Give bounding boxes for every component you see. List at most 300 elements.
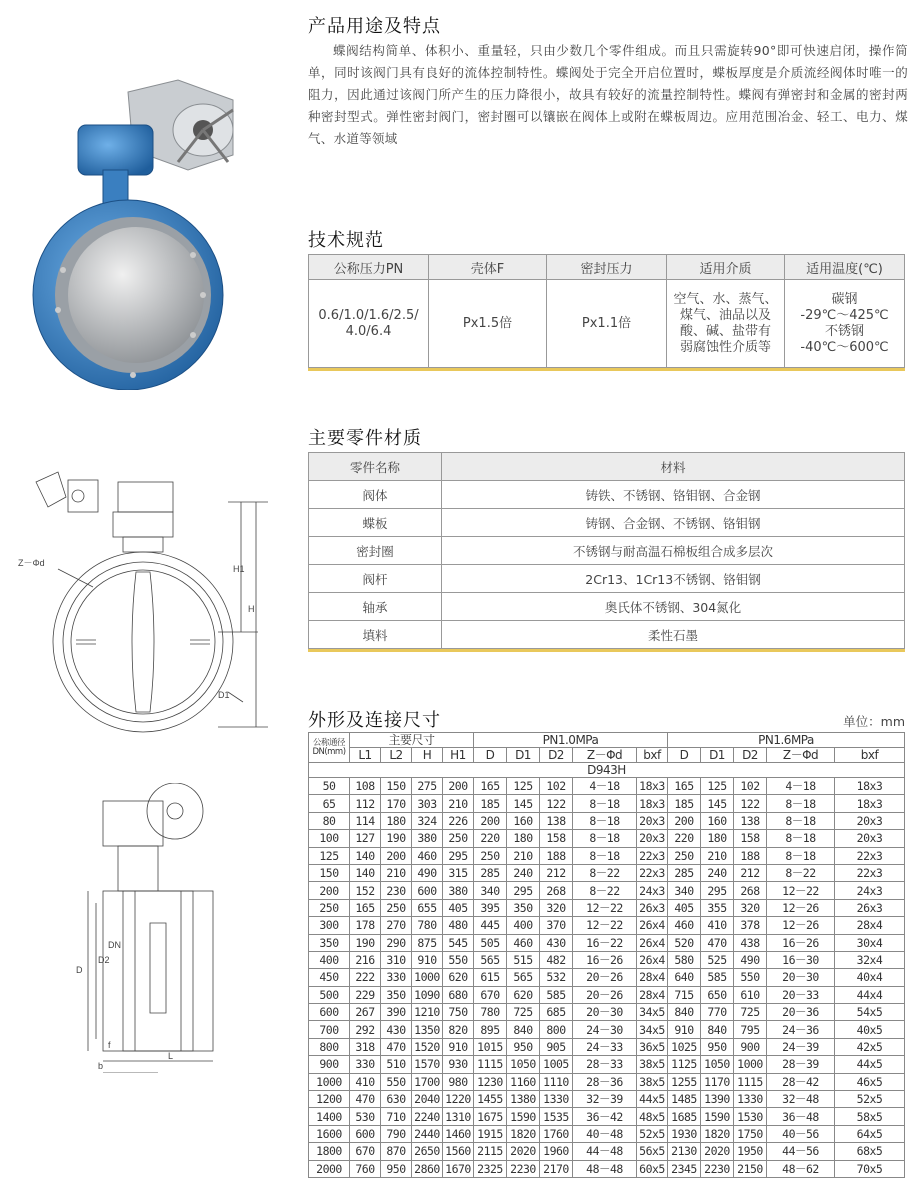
table-cell: 600 bbox=[350, 1125, 381, 1142]
table-cell: 292 bbox=[350, 1021, 381, 1038]
table-cell: 2150 bbox=[734, 1160, 767, 1177]
table-cell: 267 bbox=[350, 1004, 381, 1021]
table-cell: 102 bbox=[734, 778, 767, 795]
table-cell: 610 bbox=[734, 986, 767, 1003]
table-cell: 1000 bbox=[412, 969, 443, 986]
table-cell: 210 bbox=[507, 847, 540, 864]
table-cell: 20－30 bbox=[573, 1004, 637, 1021]
table-cell: 112 bbox=[350, 795, 381, 812]
table-cell: 12－22 bbox=[573, 899, 637, 916]
table-cell: 470 bbox=[701, 934, 734, 951]
table-cell: 16－26 bbox=[573, 951, 637, 968]
table-cell: 1115 bbox=[474, 1056, 507, 1073]
table-cell: 1915 bbox=[474, 1125, 507, 1142]
table-row: 阀杆 2Cr13、1Cr13不锈钢、铬钼钢 bbox=[309, 565, 905, 593]
table-cell: 1000 bbox=[734, 1056, 767, 1073]
table-row bbox=[309, 1073, 905, 1090]
table-cell: 250 bbox=[668, 847, 701, 864]
table-row: 阀体 铸铁、不锈钢、铬钼钢、合金钢 bbox=[309, 481, 905, 509]
table-cell: 114 bbox=[350, 812, 381, 829]
table-cell: 42x5 bbox=[835, 1038, 905, 1055]
table-cell: 44x4 bbox=[835, 986, 905, 1003]
table-row bbox=[309, 1004, 905, 1021]
table-row bbox=[309, 1143, 905, 1160]
table-cell: 20－36 bbox=[767, 1004, 835, 1021]
table-cell: 1210 bbox=[412, 1004, 443, 1021]
table-cell: 220 bbox=[668, 830, 701, 847]
table-cell: 20－30 bbox=[767, 969, 835, 986]
table-cell: 2130 bbox=[668, 1143, 701, 1160]
table-cell: 48x5 bbox=[637, 1108, 668, 1125]
table-cell: 2020 bbox=[701, 1143, 734, 1160]
table-cell: 12－26 bbox=[767, 899, 835, 916]
table-cell: 150 bbox=[381, 778, 412, 795]
table-cell: 20x3 bbox=[835, 812, 905, 829]
table-cell: 680 bbox=[443, 986, 474, 1003]
f-label: f bbox=[108, 1040, 111, 1050]
table-cell: 530 bbox=[350, 1108, 381, 1125]
spec-header: 适用温度(℃) bbox=[785, 255, 905, 280]
table-cell: 1050 bbox=[701, 1056, 734, 1073]
table-cell: 340 bbox=[474, 882, 507, 899]
table-cell: 180 bbox=[381, 812, 412, 829]
table-cell: 44－48 bbox=[573, 1143, 637, 1160]
table-cell: 1800 bbox=[309, 1143, 350, 1160]
table-cell: 750 bbox=[443, 1004, 474, 1021]
table-cell: 20－33 bbox=[767, 986, 835, 1003]
table-row bbox=[309, 1038, 905, 1055]
materials-accent-bar bbox=[308, 649, 905, 652]
table-cell: 268 bbox=[734, 882, 767, 899]
table-row bbox=[309, 934, 905, 951]
table-cell: 285 bbox=[474, 864, 507, 881]
table-cell: 380 bbox=[412, 830, 443, 847]
h-label: H bbox=[248, 604, 255, 614]
table-cell: 505 bbox=[474, 934, 507, 951]
column-header: H bbox=[412, 748, 443, 763]
table-cell: 26x3 bbox=[835, 899, 905, 916]
table-cell: 160 bbox=[507, 812, 540, 829]
table-cell: 1820 bbox=[701, 1125, 734, 1142]
table-cell: 16－30 bbox=[767, 951, 835, 968]
table-cell: 480 bbox=[443, 917, 474, 934]
table-cell: 8－22 bbox=[573, 882, 637, 899]
table-cell: 188 bbox=[734, 847, 767, 864]
table-cell: 200 bbox=[309, 882, 350, 899]
table-cell: 405 bbox=[668, 899, 701, 916]
table-cell: 445 bbox=[474, 917, 507, 934]
table-cell: 715 bbox=[668, 986, 701, 1003]
table-cell: 725 bbox=[734, 1004, 767, 1021]
table-cell: 1535 bbox=[540, 1108, 573, 1125]
table-cell: 185 bbox=[474, 795, 507, 812]
table-cell: 4－18 bbox=[573, 778, 637, 795]
table-cell: 12－22 bbox=[573, 917, 637, 934]
table-row bbox=[309, 1160, 905, 1177]
table-cell: 320 bbox=[540, 899, 573, 916]
table-cell: 270 bbox=[381, 917, 412, 934]
table-cell: 510 bbox=[381, 1056, 412, 1073]
table-row: 蝶板 铸钢、合金钢、不锈钢、铬钼钢 bbox=[309, 509, 905, 537]
table-cell: 22x3 bbox=[637, 847, 668, 864]
table-cell: 165 bbox=[350, 899, 381, 916]
table-cell: 26x3 bbox=[637, 899, 668, 916]
table-cell: 460 bbox=[412, 847, 443, 864]
table-cell: 950 bbox=[507, 1038, 540, 1055]
column-header: H1 bbox=[443, 748, 474, 763]
b-label: b bbox=[98, 1061, 104, 1071]
column-header: D2 bbox=[734, 748, 767, 763]
table-cell: 1005 bbox=[540, 1056, 573, 1073]
table-cell: 2040 bbox=[412, 1091, 443, 1108]
column-header: D2 bbox=[540, 748, 573, 763]
table-cell: 615 bbox=[474, 969, 507, 986]
table-cell: 48－48 bbox=[573, 1160, 637, 1177]
pn10-header: PN1.0MPa bbox=[474, 733, 668, 748]
l-label: L bbox=[168, 1051, 174, 1061]
table-cell: 8－18 bbox=[573, 847, 637, 864]
table-cell: 1050 bbox=[507, 1056, 540, 1073]
table-cell: 700 bbox=[309, 1021, 350, 1038]
table-cell: 470 bbox=[350, 1091, 381, 1108]
spec-temp: 碳钢 -29℃～425℃ 不锈钢 -40℃～600℃ bbox=[785, 280, 905, 368]
table-row bbox=[309, 795, 905, 812]
table-row bbox=[309, 1091, 905, 1108]
table-cell: 640 bbox=[668, 969, 701, 986]
table-cell: 1700 bbox=[412, 1073, 443, 1090]
table-cell: 52x5 bbox=[835, 1091, 905, 1108]
table-cell: 840 bbox=[701, 1021, 734, 1038]
table-cell: 870 bbox=[381, 1143, 412, 1160]
table-cell: 378 bbox=[734, 917, 767, 934]
table-cell: 310 bbox=[381, 951, 412, 968]
table-cell: 1485 bbox=[668, 1091, 701, 1108]
side-view-drawing bbox=[68, 783, 248, 1073]
table-cell: 138 bbox=[540, 812, 573, 829]
table-cell: 210 bbox=[701, 847, 734, 864]
table-cell: 710 bbox=[381, 1108, 412, 1125]
table-cell: 532 bbox=[540, 969, 573, 986]
dimensions-table bbox=[308, 732, 905, 1178]
table-cell: 40－48 bbox=[573, 1125, 637, 1142]
table-cell: 50 bbox=[309, 778, 350, 795]
table-row: 轴承 奥氏体不锈钢、304氮化 bbox=[309, 593, 905, 621]
table-cell: 226 bbox=[443, 812, 474, 829]
table-cell: 36－48 bbox=[767, 1108, 835, 1125]
table-cell: 400 bbox=[309, 951, 350, 968]
table-cell: 370 bbox=[540, 917, 573, 934]
table-cell: 650 bbox=[701, 986, 734, 1003]
table-cell: 2020 bbox=[507, 1143, 540, 1160]
table-cell: 268 bbox=[540, 882, 573, 899]
table-cell: 180 bbox=[507, 830, 540, 847]
table-cell: 895 bbox=[474, 1021, 507, 1038]
table-cell: 430 bbox=[381, 1021, 412, 1038]
spec-header: 密封压力 bbox=[547, 255, 667, 280]
table-cell: 550 bbox=[381, 1073, 412, 1090]
table-cell: 910 bbox=[412, 951, 443, 968]
table-cell: 188 bbox=[540, 847, 573, 864]
table-cell: 400 bbox=[507, 917, 540, 934]
table-cell: 32x4 bbox=[835, 951, 905, 968]
main-dims-header: 主要尺寸 bbox=[350, 733, 474, 748]
table-cell: 980 bbox=[443, 1073, 474, 1090]
table-cell: 438 bbox=[734, 934, 767, 951]
table-cell: 64x5 bbox=[835, 1125, 905, 1142]
table-cell: 410 bbox=[350, 1073, 381, 1090]
spec-medium: 空气、水、蒸气、 煤气、油品以及 酸、碱、盐带有 弱腐蚀性介质等 bbox=[667, 280, 785, 368]
table-cell: 8－18 bbox=[573, 812, 637, 829]
table-cell: 795 bbox=[734, 1021, 767, 1038]
table-cell: 8－18 bbox=[573, 830, 637, 847]
table-cell: 395 bbox=[474, 899, 507, 916]
column-header: D1 bbox=[701, 748, 734, 763]
table-cell: 950 bbox=[701, 1038, 734, 1055]
table-cell: 36－42 bbox=[573, 1108, 637, 1125]
table-cell: 630 bbox=[381, 1091, 412, 1108]
table-cell: 160 bbox=[701, 812, 734, 829]
table-cell: 200 bbox=[474, 812, 507, 829]
table-cell: 350 bbox=[507, 899, 540, 916]
spec-pressure: 0.6/1.0/1.6/2.5/ 4.0/6.4 bbox=[309, 280, 429, 368]
table-cell: 840 bbox=[668, 1004, 701, 1021]
table-cell: 250 bbox=[381, 899, 412, 916]
table-cell: 222 bbox=[350, 969, 381, 986]
materials-title: 主要零件材质 bbox=[308, 428, 422, 449]
table-cell: 2115 bbox=[474, 1143, 507, 1160]
table-cell: 145 bbox=[701, 795, 734, 812]
table-cell: 685 bbox=[540, 1004, 573, 1021]
table-cell: 190 bbox=[350, 934, 381, 951]
table-cell: 1170 bbox=[701, 1073, 734, 1090]
table-cell: 28－36 bbox=[573, 1073, 637, 1090]
table-cell: 26x4 bbox=[637, 917, 668, 934]
table-cell: 490 bbox=[412, 864, 443, 881]
table-cell: 18x3 bbox=[637, 778, 668, 795]
table-cell: 8－18 bbox=[767, 847, 835, 864]
spec-header: 适用介质 bbox=[667, 255, 785, 280]
table-cell: 1400 bbox=[309, 1108, 350, 1125]
table-row bbox=[309, 1021, 905, 1038]
table-cell: 565 bbox=[474, 951, 507, 968]
table-cell: 350 bbox=[381, 986, 412, 1003]
table-cell: 2860 bbox=[412, 1160, 443, 1177]
model-row: D943H bbox=[309, 763, 905, 778]
table-cell: 1670 bbox=[443, 1160, 474, 1177]
table-cell: 910 bbox=[443, 1038, 474, 1055]
table-cell: 240 bbox=[701, 864, 734, 881]
table-row bbox=[309, 864, 905, 881]
table-cell: 1560 bbox=[443, 1143, 474, 1160]
table-cell: 1685 bbox=[668, 1108, 701, 1125]
table-cell: 900 bbox=[309, 1056, 350, 1073]
table-cell: 875 bbox=[412, 934, 443, 951]
table-cell: 102 bbox=[540, 778, 573, 795]
table-cell: 212 bbox=[734, 864, 767, 881]
table-row bbox=[309, 986, 905, 1003]
table-cell: 200 bbox=[443, 778, 474, 795]
table-row bbox=[309, 917, 905, 934]
table-cell: 44x5 bbox=[835, 1056, 905, 1073]
table-cell: 38x5 bbox=[637, 1056, 668, 1073]
table-cell: 28－42 bbox=[767, 1073, 835, 1090]
table-cell: 36x5 bbox=[637, 1038, 668, 1055]
table-cell: 4－18 bbox=[767, 778, 835, 795]
table-cell: 12－22 bbox=[767, 882, 835, 899]
spec-shell: Px1.5倍 bbox=[429, 280, 547, 368]
spec-title: 技术规范 bbox=[308, 230, 384, 251]
d2-label: D2 bbox=[98, 955, 110, 965]
table-cell: 2230 bbox=[507, 1160, 540, 1177]
table-cell: 20x3 bbox=[637, 812, 668, 829]
table-cell: 1310 bbox=[443, 1108, 474, 1125]
table-cell: 30x4 bbox=[835, 934, 905, 951]
table-cell: 780 bbox=[474, 1004, 507, 1021]
spec-header: 壳体F bbox=[429, 255, 547, 280]
table-cell: 930 bbox=[443, 1056, 474, 1073]
table-cell: 355 bbox=[701, 899, 734, 916]
table-cell: 670 bbox=[474, 986, 507, 1003]
table-cell: 24x3 bbox=[637, 882, 668, 899]
table-cell: 24－39 bbox=[767, 1038, 835, 1055]
table-cell: 320 bbox=[734, 899, 767, 916]
table-cell: 1950 bbox=[734, 1143, 767, 1160]
table-cell: 390 bbox=[381, 1004, 412, 1021]
column-header: Z－Φd bbox=[573, 748, 637, 763]
dn-label: DN bbox=[108, 940, 121, 950]
table-cell: 65 bbox=[309, 795, 350, 812]
table-cell: 460 bbox=[668, 917, 701, 934]
table-row bbox=[309, 1108, 905, 1125]
table-row bbox=[309, 778, 905, 795]
table-cell: 2230 bbox=[701, 1160, 734, 1177]
column-header: Z－Φd bbox=[767, 748, 835, 763]
table-cell: 138 bbox=[734, 812, 767, 829]
table-cell: 40－56 bbox=[767, 1125, 835, 1142]
table-cell: 24－30 bbox=[573, 1021, 637, 1038]
table-row bbox=[309, 847, 905, 864]
table-cell: 585 bbox=[540, 986, 573, 1003]
table-cell: 1760 bbox=[540, 1125, 573, 1142]
table-cell: 295 bbox=[443, 847, 474, 864]
table-cell: 430 bbox=[540, 934, 573, 951]
table-cell: 22x3 bbox=[835, 847, 905, 864]
table-cell: 24－36 bbox=[767, 1021, 835, 1038]
table-cell: 1820 bbox=[507, 1125, 540, 1142]
table-cell: 44－56 bbox=[767, 1143, 835, 1160]
table-row: 密封圈 不锈钢与耐高温石棉板组合成多层次 bbox=[309, 537, 905, 565]
table-cell: 1460 bbox=[443, 1125, 474, 1142]
table-row bbox=[309, 951, 905, 968]
usage-title: 产品用途及特点 bbox=[308, 16, 441, 37]
table-cell: 240 bbox=[507, 864, 540, 881]
table-row bbox=[309, 1125, 905, 1142]
table-cell: 1330 bbox=[734, 1091, 767, 1108]
table-cell: 1570 bbox=[412, 1056, 443, 1073]
table-cell: 185 bbox=[668, 795, 701, 812]
table-cell: 46x5 bbox=[835, 1073, 905, 1090]
pn16-header: PN1.6MPa bbox=[668, 733, 905, 748]
table-cell: 900 bbox=[734, 1038, 767, 1055]
table-cell: 315 bbox=[443, 864, 474, 881]
table-cell: 125 bbox=[701, 778, 734, 795]
table-cell: 12－26 bbox=[767, 917, 835, 934]
front-view-drawing bbox=[18, 462, 268, 737]
table-cell: 1220 bbox=[443, 1091, 474, 1108]
table-cell: 16－22 bbox=[573, 934, 637, 951]
table-cell: 1125 bbox=[668, 1056, 701, 1073]
table-row bbox=[309, 830, 905, 847]
table-cell: 28x4 bbox=[637, 986, 668, 1003]
table-cell: 165 bbox=[474, 778, 507, 795]
table-cell: 38x5 bbox=[637, 1073, 668, 1090]
table-cell: 1090 bbox=[412, 986, 443, 1003]
table-cell: 216 bbox=[350, 951, 381, 968]
table-cell: 34x5 bbox=[637, 1004, 668, 1021]
table-cell: 8－18 bbox=[767, 795, 835, 812]
table-cell: 340 bbox=[668, 882, 701, 899]
table-cell: 482 bbox=[540, 951, 573, 968]
table-cell: 40x5 bbox=[835, 1021, 905, 1038]
h1-label: H1 bbox=[233, 564, 245, 574]
table-cell: 28x4 bbox=[637, 969, 668, 986]
table-cell: 8－18 bbox=[767, 830, 835, 847]
table-row bbox=[309, 899, 905, 916]
table-cell: 48－62 bbox=[767, 1160, 835, 1177]
table-cell: 300 bbox=[309, 917, 350, 934]
table-cell: 150 bbox=[309, 864, 350, 881]
table-cell: 1015 bbox=[474, 1038, 507, 1055]
table-cell: 127 bbox=[350, 830, 381, 847]
table-row bbox=[309, 1056, 905, 1073]
table-cell: 8－18 bbox=[767, 812, 835, 829]
table-cell: 28x4 bbox=[835, 917, 905, 934]
table-cell: 525 bbox=[701, 951, 734, 968]
table-row bbox=[309, 969, 905, 986]
table-cell: 1520 bbox=[412, 1038, 443, 1055]
table-cell: 620 bbox=[507, 986, 540, 1003]
table-cell: 22x3 bbox=[637, 864, 668, 881]
table-cell: 655 bbox=[412, 899, 443, 916]
table-cell: 324 bbox=[412, 812, 443, 829]
table-cell: 108 bbox=[350, 778, 381, 795]
table-cell: 52x5 bbox=[637, 1125, 668, 1142]
table-cell: 295 bbox=[507, 882, 540, 899]
column-header: D bbox=[668, 748, 701, 763]
table-cell: 145 bbox=[507, 795, 540, 812]
table-cell: 550 bbox=[443, 951, 474, 968]
table-cell: 275 bbox=[412, 778, 443, 795]
table-cell: 165 bbox=[668, 778, 701, 795]
usage-text: 蝶阀结构简单、体积小、重量轻，只由少数几个零件组成。而且只需旋转90°即可快速启闭，操作简单，同时该阀门具有良好的流体控制特性。蝶阀处于完全开启位置时，蝶板厚度是介质流经阀体时唯一的阻力，因此通过该阀门所产生的压力降很小，故具有较好的流量控制特性。蝶阀有弹密封和金属的密封两种密封型式。弹性密封阀门，密封圈可以镶嵌在阀体上或附在蝶板周边。应用范围冶金、轻工、电力、煤气、水道等领域 bbox=[308, 43, 908, 146]
table-cell: 170 bbox=[381, 795, 412, 812]
table-cell: 1750 bbox=[734, 1125, 767, 1142]
table-cell: 2170 bbox=[540, 1160, 573, 1177]
table-cell: 290 bbox=[381, 934, 412, 951]
table-cell: 1960 bbox=[540, 1143, 573, 1160]
table-cell: 180 bbox=[701, 830, 734, 847]
table-cell: 770 bbox=[701, 1004, 734, 1021]
table-cell: 1930 bbox=[668, 1125, 701, 1142]
table-cell: 840 bbox=[507, 1021, 540, 1038]
table-cell: 2000 bbox=[309, 1160, 350, 1177]
table-cell: 1390 bbox=[701, 1091, 734, 1108]
table-cell: 1380 bbox=[507, 1091, 540, 1108]
table-cell: 56x5 bbox=[637, 1143, 668, 1160]
table-cell: 905 bbox=[540, 1038, 573, 1055]
table-cell: 26x4 bbox=[637, 951, 668, 968]
dn-header: 公称通径 DN(mm) bbox=[309, 733, 350, 763]
